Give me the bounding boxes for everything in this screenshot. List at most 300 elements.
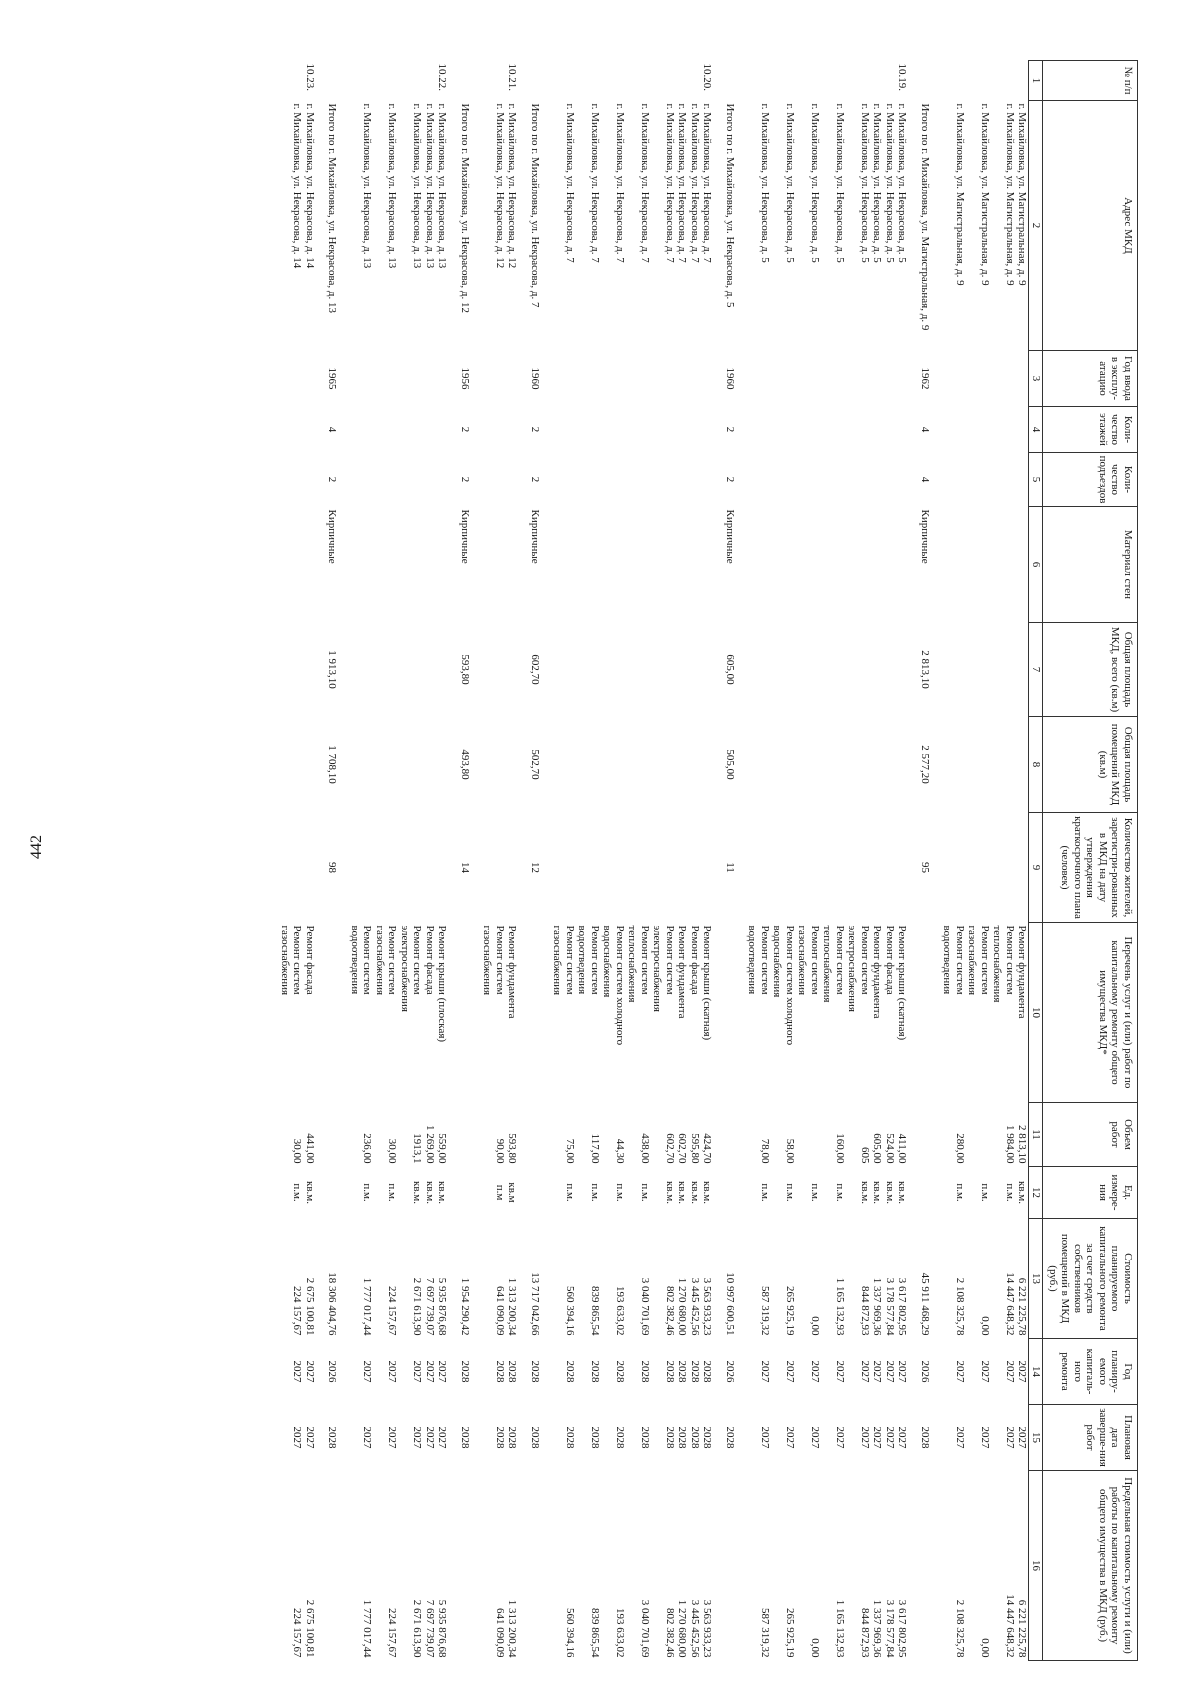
- cell-col-13: 1 337 969,36: [871, 1277, 884, 1336]
- cell-col-8: [676, 717, 689, 813]
- cell-col-4: [896, 407, 919, 453]
- cell-col-4: 2: [724, 426, 736, 433]
- cell-col-6: [601, 507, 626, 623]
- cell-col-3: [941, 351, 966, 407]
- cell-col-14: 2027: [424, 1360, 436, 1383]
- cell-col-4: [349, 407, 374, 453]
- work-line: Ремонт систем: [1004, 925, 1016, 995]
- cell-col-9: 98: [326, 862, 339, 873]
- cell-col-7: [651, 623, 676, 717]
- cell-col-3: [884, 351, 897, 407]
- column-header-6: Материал стен: [1043, 507, 1138, 623]
- cell-col-10: [846, 923, 871, 1103]
- cell-col-7: 1 913,10: [326, 650, 339, 689]
- cell-col-10: [701, 923, 724, 1103]
- cell-col-11: 58,00: [784, 1138, 796, 1164]
- cell-col-7: [399, 623, 424, 717]
- cell-col-11: 2 813,10: [1016, 1125, 1029, 1164]
- cell-col-16: 224 157,67: [386, 1608, 399, 1658]
- cell-col-8: [991, 717, 1016, 813]
- cell-col-12: [724, 1167, 747, 1219]
- cell-col-9: 95: [919, 862, 931, 873]
- cell-col-1: [551, 61, 576, 101]
- column-number-5: 5: [1029, 453, 1043, 507]
- column-header-12: Ед. измере-ния: [1043, 1167, 1138, 1219]
- cell-col-8: [601, 717, 626, 813]
- work-line: водоотведения: [576, 925, 589, 995]
- cell-col-16: 1 270 680,00: [676, 1599, 689, 1658]
- cell-col-6: [279, 507, 304, 623]
- cell-col-8: [551, 717, 576, 813]
- work-line: Ремонт фундамента: [506, 925, 519, 1019]
- cell-col-16: 5 935 876,68: [436, 1599, 449, 1658]
- table-row: [846, 61, 871, 1661]
- cell-col-15: 2027: [304, 1426, 316, 1449]
- cell-col-6: [626, 507, 651, 623]
- cell-col-1: [796, 61, 821, 101]
- work-line: Ремонт крыши (скатная): [701, 925, 714, 1041]
- cell-col-4: 2: [529, 426, 541, 433]
- table-row: [821, 61, 846, 1661]
- cell-col-5: [374, 453, 399, 507]
- cell-col-12: кв.м.: [884, 1181, 896, 1204]
- cell-col-5: [689, 453, 702, 507]
- rotated-table-container: [78, 60, 1138, 1660]
- column-number-14: 14: [1029, 1339, 1043, 1405]
- cell-col-2: Итого по г. Михайловка, ул. Некрасова, д. 7: [529, 103, 541, 308]
- cell-col-3: [771, 351, 796, 407]
- cell-col-10: [724, 923, 747, 1103]
- cell-col-12: [919, 1167, 942, 1219]
- cell-col-9: [399, 813, 424, 923]
- cell-col-5: [576, 453, 601, 507]
- cell-col-6: [576, 507, 601, 623]
- cell-col-2: г. Михайловка, ул. Некрасова, д. 13: [424, 103, 436, 269]
- cell-col-12: п.м.: [564, 1183, 576, 1202]
- cell-col-12: п.м.: [639, 1183, 651, 1202]
- cell-col-6: [966, 507, 991, 623]
- cell-col-9: [374, 813, 399, 923]
- cell-col-12: кв.м.: [436, 1181, 449, 1204]
- table-row: [279, 61, 304, 1661]
- cell-col-8: [896, 717, 919, 813]
- cell-col-1: [966, 61, 991, 101]
- cell-col-12: кв.м.: [424, 1181, 436, 1204]
- cell-col-14: 2027: [809, 1360, 821, 1383]
- cell-col-3: [349, 351, 374, 407]
- cell-col-4: [796, 407, 821, 453]
- cell-col-14: 2028: [494, 1360, 506, 1383]
- cell-col-3: [1016, 351, 1029, 407]
- cell-col-1: 10.23.: [304, 63, 316, 91]
- cell-col-9: [846, 813, 871, 923]
- work-line: теплоснабжения: [991, 925, 1004, 1003]
- cell-col-10: [326, 923, 349, 1103]
- cell-col-4: [846, 407, 871, 453]
- cell-col-7: [436, 623, 459, 717]
- cell-col-10: [436, 923, 459, 1103]
- work-line: Ремонт крыши (скатная): [896, 925, 909, 1041]
- cell-col-2: г. Михайловка, ул. Магистральная, д. 9: [1004, 103, 1016, 286]
- cell-col-2: г. Михайловка, ул. Некрасова, д. 5: [884, 103, 896, 263]
- cell-col-9: [991, 813, 1016, 923]
- cell-col-5: [349, 453, 374, 507]
- cell-col-5: [991, 453, 1016, 507]
- cell-col-7: [481, 623, 506, 717]
- cell-col-8: [436, 717, 459, 813]
- cell-col-8: [884, 717, 897, 813]
- cell-col-4: [821, 407, 846, 453]
- table-row: [481, 61, 506, 1661]
- cell-col-1: [459, 61, 482, 101]
- column-number-13: 13: [1029, 1219, 1043, 1339]
- cell-col-15: 2027: [424, 1426, 436, 1449]
- cell-col-8: [701, 717, 724, 813]
- table-row: [601, 61, 626, 1661]
- cell-col-14: 2027: [859, 1360, 871, 1383]
- cell-col-12: кв.м: [506, 1182, 519, 1203]
- cell-col-12: кв.м.: [411, 1181, 424, 1204]
- cell-col-1: [279, 61, 304, 101]
- cell-col-10: [676, 923, 689, 1103]
- cell-col-3: [689, 351, 702, 407]
- cell-col-12: п.м.: [614, 1183, 626, 1202]
- cell-col-10: [896, 923, 919, 1103]
- cell-col-4: [701, 407, 724, 453]
- cell-col-14: 2028: [589, 1360, 601, 1383]
- cell-col-1: [651, 61, 676, 101]
- cell-col-16: 802 382,46: [664, 1608, 676, 1658]
- cell-col-3: [651, 351, 676, 407]
- cell-col-5: [746, 453, 771, 507]
- cell-col-13: 13 717 042,66: [529, 1272, 541, 1336]
- cell-col-10: [459, 923, 482, 1103]
- cell-col-1: [821, 61, 846, 101]
- cell-col-13: 3 445 452,56: [689, 1277, 701, 1336]
- cell-col-16: [459, 1471, 482, 1661]
- cell-col-3: [279, 351, 304, 407]
- work-line: водоснабжения: [601, 925, 614, 998]
- cell-col-2: г. Михайловка, ул. Некрасова, д. 7: [639, 103, 651, 263]
- cell-col-6: [796, 507, 821, 623]
- cell-col-1: [724, 61, 747, 101]
- cell-col-10: [481, 923, 506, 1103]
- cell-col-1: [689, 61, 702, 101]
- cell-col-2: Итого по г. Михайловка, ул. Некрасова, д. 13: [326, 103, 339, 314]
- cell-col-5: [551, 453, 576, 507]
- cell-col-15: 2027: [361, 1426, 374, 1449]
- cell-col-2: г. Михайловка, ул. Магистральная, д. 9: [979, 103, 991, 286]
- work-line: Ремонт систем: [291, 925, 304, 995]
- cell-col-7: [626, 623, 651, 717]
- cell-col-13: 193 633,02: [614, 1286, 626, 1336]
- cell-col-2: г. Михайловка, ул. Некрасова, д. 13: [361, 103, 374, 269]
- table-row: [626, 61, 651, 1661]
- cell-col-16: 0,00: [809, 1638, 821, 1658]
- column-header-3: Год ввода в эксплу-атацию: [1043, 351, 1138, 407]
- cell-col-1: [399, 61, 424, 101]
- cell-col-10: [399, 923, 424, 1103]
- column-number-4: 4: [1029, 407, 1043, 453]
- cell-col-3: 1962: [919, 367, 931, 390]
- cell-col-3: [991, 351, 1016, 407]
- cell-col-9: [821, 813, 846, 923]
- cell-col-8: [576, 717, 601, 813]
- cell-col-4: 4: [326, 426, 339, 433]
- column-number-9: 9: [1029, 813, 1043, 923]
- cell-col-2: г. Михайловка, ул. Некрасова, д. 5: [871, 103, 884, 263]
- work-line: Ремонт систем: [386, 925, 399, 995]
- cell-col-7: [374, 623, 399, 717]
- work-line: газоснабжения: [279, 925, 291, 996]
- work-line: Ремонт фасада: [304, 925, 316, 995]
- cell-col-12: кв.м.: [1016, 1181, 1029, 1204]
- cell-col-15: 2027: [896, 1426, 909, 1449]
- cell-col-1: [771, 61, 796, 101]
- cell-col-7: [966, 623, 991, 717]
- cell-col-13: 7 697 739,07: [424, 1277, 436, 1336]
- cell-col-12: кв.м.: [676, 1181, 689, 1204]
- cell-col-8: [374, 717, 399, 813]
- work-line: Ремонт фасада: [884, 925, 896, 995]
- cell-col-4: [576, 407, 601, 453]
- cell-col-16: [529, 1471, 552, 1661]
- cell-col-7: [551, 623, 576, 717]
- cell-col-1: [846, 61, 871, 101]
- cell-col-14: 2027: [1016, 1360, 1029, 1383]
- column-number-6: 6: [1029, 507, 1043, 623]
- cell-col-14: 2027: [361, 1360, 374, 1383]
- cell-col-14: 2026: [919, 1360, 931, 1383]
- cell-col-6: [1016, 507, 1029, 623]
- cell-col-6: [349, 507, 374, 623]
- cell-col-13: 3 178 577,84: [884, 1277, 896, 1336]
- cell-col-11: [529, 1103, 552, 1167]
- cell-col-3: [626, 351, 651, 407]
- cell-col-15: 2028: [494, 1426, 506, 1449]
- cell-col-2: г. Михайловка, ул. Некрасова, д. 14: [291, 103, 304, 269]
- cell-col-6: Кирпичные: [724, 509, 736, 564]
- table-row: [966, 61, 991, 1661]
- column-header-1: № п/п: [1043, 61, 1138, 101]
- cell-col-14: 2028: [701, 1360, 714, 1383]
- cell-col-10: [576, 923, 601, 1103]
- cell-col-8: [1016, 717, 1029, 813]
- cell-col-14: 2028: [639, 1360, 651, 1383]
- cell-col-7: 602,70: [529, 654, 541, 685]
- cell-col-11: 424,70: [701, 1133, 714, 1164]
- column-header-5: Коли-чество подъездов: [1043, 453, 1138, 507]
- cell-col-11: 438,00: [639, 1133, 651, 1164]
- cell-col-2: Итого по г. Михайловка, ул. Магистральная, д. 9: [919, 103, 931, 331]
- cell-col-13: 224 157,67: [291, 1286, 304, 1336]
- cell-col-10: [279, 923, 304, 1103]
- cell-col-10: [529, 923, 552, 1103]
- cell-col-11: 1 984,00: [1004, 1125, 1016, 1164]
- cell-col-11: [724, 1103, 747, 1167]
- cell-col-3: [424, 351, 437, 407]
- cell-col-5: [304, 453, 327, 507]
- cell-col-14: 2026: [326, 1360, 339, 1383]
- table-row: [506, 61, 529, 1661]
- cell-col-3: [796, 351, 821, 407]
- cell-col-13: 265 925,19: [784, 1286, 796, 1336]
- cell-col-4: [689, 407, 702, 453]
- cell-col-1: [601, 61, 626, 101]
- cell-col-15: 2027: [834, 1426, 846, 1449]
- cell-col-15: 2027: [291, 1426, 304, 1449]
- work-line: Ремонт систем: [564, 925, 576, 995]
- cell-col-10: [919, 923, 942, 1103]
- cell-col-4: [676, 407, 689, 453]
- cell-col-10: [941, 923, 966, 1103]
- cell-col-15: 2027: [436, 1426, 449, 1449]
- cell-col-14: 2027: [834, 1360, 846, 1383]
- cell-col-15: 2027: [871, 1426, 884, 1449]
- table-row: [689, 61, 702, 1661]
- cell-col-14: 2027: [1004, 1360, 1016, 1383]
- cell-col-8: [279, 717, 304, 813]
- cell-col-8: [399, 717, 424, 813]
- cell-col-7: [884, 623, 897, 717]
- cell-col-1: [424, 61, 437, 101]
- column-number-7: 7: [1029, 623, 1043, 717]
- cell-col-1: 10.19.: [896, 63, 909, 91]
- cell-col-13: 3 563 933,23: [701, 1277, 714, 1336]
- cell-col-14: 2027: [386, 1360, 399, 1383]
- column-header-16: Предельная стоимость услуги и (или) работы по капитальному ремонту общего имущества в МКД (руб.): [1043, 1471, 1138, 1661]
- column-header-10: Перечень услуг и (или) работ по капитальному ремонту общего имущества МКД*: [1043, 923, 1138, 1103]
- cell-col-13: 2 671 613,90: [411, 1277, 424, 1336]
- cell-col-8: [846, 717, 871, 813]
- cell-col-5: [481, 453, 506, 507]
- cell-col-3: [601, 351, 626, 407]
- cell-col-14: 2027: [759, 1360, 771, 1383]
- cell-col-2: г. Михайловка, ул. Некрасова, д. 5: [759, 103, 771, 263]
- total-row: [724, 61, 747, 1661]
- cell-col-5: [966, 453, 991, 507]
- cell-col-9: [796, 813, 821, 923]
- cell-col-3: [871, 351, 884, 407]
- cell-col-9: 12: [529, 862, 541, 873]
- cell-col-1: [326, 61, 349, 101]
- cell-col-14: 2028: [664, 1360, 676, 1383]
- cell-col-2: г. Михайловка, ул. Некрасова, д. 12: [506, 103, 519, 269]
- cell-col-11: 602,70: [664, 1133, 676, 1164]
- cell-col-8: [689, 717, 702, 813]
- cell-col-9: [771, 813, 796, 923]
- cell-col-4: [941, 407, 966, 453]
- column-header-2: Адрес МКД: [1043, 101, 1138, 351]
- cell-col-7: [821, 623, 846, 717]
- cell-col-5: [1016, 453, 1029, 507]
- cell-col-1: [374, 61, 399, 101]
- cell-col-12: [529, 1167, 552, 1219]
- cell-col-13: 2 675 100,81: [304, 1277, 316, 1336]
- cell-col-11: [919, 1103, 942, 1167]
- column-number-3: 3: [1029, 351, 1043, 407]
- work-line: Ремонт фундамента: [871, 925, 884, 1019]
- work-line: Ремонт фасада: [689, 925, 701, 995]
- cell-col-14: 2027: [871, 1360, 884, 1383]
- cell-col-9: [676, 813, 689, 923]
- cell-col-1: [871, 61, 884, 101]
- cell-col-2: г. Михайловка, ул. Магистральная, д. 9: [1016, 103, 1029, 286]
- cell-col-16: 1 313 200,34: [506, 1599, 519, 1658]
- cell-col-7: [689, 623, 702, 717]
- cell-col-9: [601, 813, 626, 923]
- work-line: теплоснабжения: [821, 925, 834, 1003]
- cell-col-3: [676, 351, 689, 407]
- cell-col-13: 45 911 468,29: [919, 1272, 931, 1336]
- work-line: водоотведения: [349, 925, 361, 995]
- cell-col-2: Итого по г. Михайловка, ул. Некрасова, д. 5: [724, 103, 736, 308]
- cell-col-6: [506, 507, 529, 623]
- cell-col-2: г. Михайловка, ул. Некрасова, д. 5: [809, 103, 821, 263]
- cell-col-14: 2028: [459, 1360, 471, 1383]
- table-row: [991, 61, 1016, 1661]
- cell-col-5: [651, 453, 676, 507]
- cell-col-11: 117,00: [589, 1133, 601, 1164]
- cell-col-6: [896, 507, 919, 623]
- cell-col-13: 0,00: [979, 1316, 991, 1336]
- cell-col-14: 2027: [896, 1360, 909, 1383]
- work-line: Ремонт систем: [834, 925, 846, 995]
- cell-col-8: [424, 717, 437, 813]
- cell-col-2: г. Михайловка, ул. Некрасова, д. 5: [859, 103, 871, 263]
- cell-col-1: [991, 61, 1016, 101]
- total-row: [459, 61, 482, 1661]
- table-row: [304, 61, 327, 1661]
- cell-col-10: [601, 923, 626, 1103]
- cell-col-4: [551, 407, 576, 453]
- cell-col-8: 2 577,20: [919, 745, 931, 784]
- cell-col-6: Кирпичные: [529, 509, 541, 564]
- cell-col-13: 1 777 017,44: [361, 1277, 374, 1336]
- cell-col-16: 3 563 933,23: [701, 1599, 714, 1658]
- cell-col-14: 2028: [506, 1360, 519, 1383]
- cell-col-1: [746, 61, 771, 101]
- cell-col-9: [279, 813, 304, 923]
- cell-col-5: [871, 453, 884, 507]
- work-line: газоснабжения: [796, 925, 809, 996]
- cell-col-10: [871, 923, 884, 1103]
- cell-col-6: [651, 507, 676, 623]
- column-number-2: 2: [1029, 101, 1043, 351]
- cell-col-5: [506, 453, 529, 507]
- cell-col-1: [529, 61, 552, 101]
- work-line: Ремонт систем: [494, 925, 506, 995]
- cell-col-5: [846, 453, 871, 507]
- cell-col-16: 1 165 132,93: [834, 1599, 846, 1658]
- cell-col-16: 2 675 100,81: [304, 1599, 316, 1658]
- cell-col-1: [1016, 61, 1029, 101]
- cell-col-12: [459, 1167, 482, 1219]
- cell-col-10: [626, 923, 651, 1103]
- cell-col-16: 1 337 969,36: [871, 1599, 884, 1658]
- cell-col-13: 2 108 325,78: [954, 1277, 966, 1336]
- cell-col-6: [941, 507, 966, 623]
- table-header: [1029, 61, 1138, 1661]
- cell-col-12: п.м.: [1004, 1183, 1016, 1202]
- cell-col-5: [896, 453, 919, 507]
- cell-col-13: 1 313 200,34: [506, 1277, 519, 1336]
- cell-col-14: 2028: [676, 1360, 689, 1383]
- cell-col-13: 587 319,32: [759, 1286, 771, 1336]
- cell-col-9: [424, 813, 437, 923]
- cell-col-15: 2027: [411, 1426, 424, 1449]
- cell-col-2: г. Михайловка, ул. Некрасова, д. 13: [411, 103, 424, 269]
